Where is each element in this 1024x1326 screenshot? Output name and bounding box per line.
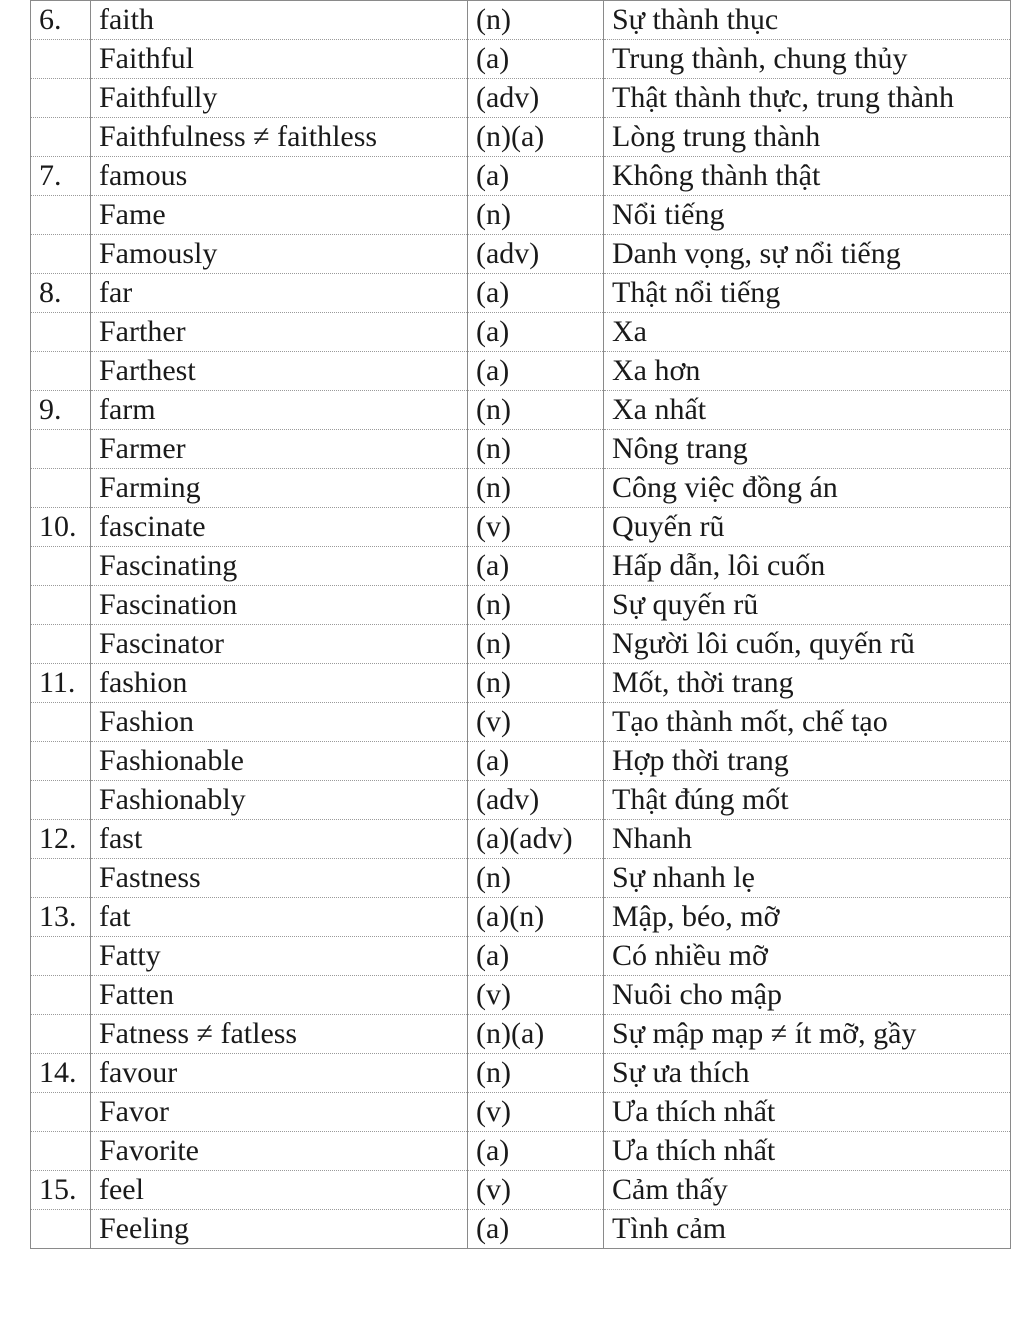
entry-number: 8. — [31, 274, 91, 313]
part-of-speech-cell: (adv) — [468, 781, 604, 820]
part-of-speech-cell: (n)(a) — [468, 118, 604, 157]
entry-number — [31, 79, 91, 118]
entry-number — [31, 1093, 91, 1132]
word-cell: fashion — [91, 664, 468, 703]
entry-number — [31, 625, 91, 664]
table-row — [31, 898, 1011, 937]
word-cell: Fashion — [91, 703, 468, 742]
table-row — [31, 1, 1011, 40]
word-cell: Fascinator — [91, 625, 468, 664]
part-of-speech-cell: (adv) — [468, 79, 604, 118]
part-of-speech-cell: (n)(a) — [468, 1015, 604, 1054]
table-row — [31, 352, 1011, 391]
table-row — [31, 625, 1011, 664]
part-of-speech-cell: (n) — [468, 664, 604, 703]
meaning-cell: Sự quyến rũ — [604, 586, 1011, 625]
meaning-cell: Nuôi cho mập — [604, 976, 1011, 1015]
meaning-cell: Thật nổi tiếng — [604, 274, 1011, 313]
table-row — [31, 1210, 1011, 1249]
word-cell: Farming — [91, 469, 468, 508]
word-cell: Faithfulness ≠ faithless — [91, 118, 468, 157]
meaning-cell: Nông trang — [604, 430, 1011, 469]
table-row — [31, 391, 1011, 430]
meaning-cell: Quyến rũ — [604, 508, 1011, 547]
meaning-cell: Thật thành thực, trung thành — [604, 79, 1011, 118]
word-cell: favour — [91, 1054, 468, 1093]
word-cell: Fastness — [91, 859, 468, 898]
word-cell: Fashionably — [91, 781, 468, 820]
word-cell: Famously — [91, 235, 468, 274]
meaning-cell: Nhanh — [604, 820, 1011, 859]
part-of-speech-cell: (n) — [468, 469, 604, 508]
table-row — [31, 508, 1011, 547]
meaning-cell: Mốt, thời trang — [604, 664, 1011, 703]
meaning-cell: Thật đúng mốt — [604, 781, 1011, 820]
entry-number — [31, 1132, 91, 1171]
vocabulary-table — [30, 0, 1011, 1249]
entry-number — [31, 937, 91, 976]
part-of-speech-cell: (a) — [468, 1210, 604, 1249]
meaning-cell: Hấp dẫn, lôi cuốn — [604, 547, 1011, 586]
part-of-speech-cell: (a)(n) — [468, 898, 604, 937]
entry-number — [31, 469, 91, 508]
meaning-cell: Trung thành, chung thủy — [604, 40, 1011, 79]
meaning-cell: Xa — [604, 313, 1011, 352]
table-row — [31, 1093, 1011, 1132]
table-row — [31, 1132, 1011, 1171]
word-cell: Faithfully — [91, 79, 468, 118]
word-cell: farm — [91, 391, 468, 430]
entry-number: 14. — [31, 1054, 91, 1093]
meaning-cell: Nổi tiếng — [604, 196, 1011, 235]
table-row — [31, 664, 1011, 703]
word-cell: Fatness ≠ fatless — [91, 1015, 468, 1054]
word-cell: fast — [91, 820, 468, 859]
table-row — [31, 820, 1011, 859]
entry-number — [31, 976, 91, 1015]
entry-number — [31, 40, 91, 79]
meaning-cell: Mập, béo, mỡ — [604, 898, 1011, 937]
part-of-speech-cell: (v) — [468, 976, 604, 1015]
word-cell: Farmer — [91, 430, 468, 469]
table-row — [31, 79, 1011, 118]
part-of-speech-cell: (a) — [468, 742, 604, 781]
entry-number — [31, 1210, 91, 1249]
word-cell: Faithful — [91, 40, 468, 79]
word-cell: faith — [91, 1, 468, 40]
table-row — [31, 1054, 1011, 1093]
entry-number — [31, 352, 91, 391]
word-cell: fat — [91, 898, 468, 937]
meaning-cell: Sự thành thục — [604, 1, 1011, 40]
part-of-speech-cell: (adv) — [468, 235, 604, 274]
table-row — [31, 547, 1011, 586]
table-row — [31, 742, 1011, 781]
word-cell: Fame — [91, 196, 468, 235]
entry-number — [31, 781, 91, 820]
entry-number: 6. — [31, 1, 91, 40]
word-cell: Fascination — [91, 586, 468, 625]
vocabulary-table-body — [31, 1, 1011, 1249]
entry-number — [31, 742, 91, 781]
meaning-cell: Ưa thích nhất — [604, 1093, 1011, 1132]
meaning-cell: Hợp thời trang — [604, 742, 1011, 781]
entry-number — [31, 703, 91, 742]
meaning-cell: Lòng trung thành — [604, 118, 1011, 157]
word-cell: Farther — [91, 313, 468, 352]
part-of-speech-cell: (a) — [468, 40, 604, 79]
part-of-speech-cell: (n) — [468, 391, 604, 430]
meaning-cell: Có nhiều mỡ — [604, 937, 1011, 976]
meaning-cell: Người lôi cuốn, quyến rũ — [604, 625, 1011, 664]
meaning-cell: Tạo thành mốt, chế tạo — [604, 703, 1011, 742]
table-row — [31, 40, 1011, 79]
part-of-speech-cell: (a) — [468, 313, 604, 352]
entry-number — [31, 196, 91, 235]
table-row — [31, 274, 1011, 313]
word-cell: feel — [91, 1171, 468, 1210]
meaning-cell: Xa hơn — [604, 352, 1011, 391]
table-row — [31, 703, 1011, 742]
entry-number: 10. — [31, 508, 91, 547]
part-of-speech-cell: (v) — [468, 703, 604, 742]
part-of-speech-cell: (n) — [468, 586, 604, 625]
word-cell: Favor — [91, 1093, 468, 1132]
entry-number: 9. — [31, 391, 91, 430]
entry-number — [31, 547, 91, 586]
entry-number: 15. — [31, 1171, 91, 1210]
part-of-speech-cell: (a) — [468, 937, 604, 976]
part-of-speech-cell: (v) — [468, 508, 604, 547]
meaning-cell: Công việc đồng án — [604, 469, 1011, 508]
meaning-cell: Xa nhất — [604, 391, 1011, 430]
part-of-speech-cell: (n) — [468, 859, 604, 898]
entry-number — [31, 313, 91, 352]
entry-number — [31, 118, 91, 157]
table-row — [31, 118, 1011, 157]
table-row — [31, 469, 1011, 508]
part-of-speech-cell: (n) — [468, 1, 604, 40]
entry-number — [31, 859, 91, 898]
entry-number — [31, 235, 91, 274]
table-row — [31, 196, 1011, 235]
table-row — [31, 1171, 1011, 1210]
word-cell: Favorite — [91, 1132, 468, 1171]
meaning-cell: Danh vọng, sự nổi tiếng — [604, 235, 1011, 274]
part-of-speech-cell: (a)(adv) — [468, 820, 604, 859]
part-of-speech-cell: (a) — [468, 274, 604, 313]
entry-number — [31, 430, 91, 469]
table-row — [31, 976, 1011, 1015]
meaning-cell: Cảm thấy — [604, 1171, 1011, 1210]
entry-number: 7. — [31, 157, 91, 196]
table-row — [31, 1015, 1011, 1054]
meaning-cell: Sự nhanh lẹ — [604, 859, 1011, 898]
entry-number: 13. — [31, 898, 91, 937]
meaning-cell: Sự mập mạp ≠ ít mỡ, gầy — [604, 1015, 1011, 1054]
word-cell: Fatten — [91, 976, 468, 1015]
word-cell: fascinate — [91, 508, 468, 547]
word-cell: Feeling — [91, 1210, 468, 1249]
part-of-speech-cell: (a) — [468, 157, 604, 196]
word-cell: famous — [91, 157, 468, 196]
part-of-speech-cell: (a) — [468, 1132, 604, 1171]
part-of-speech-cell: (v) — [468, 1171, 604, 1210]
part-of-speech-cell: (n) — [468, 625, 604, 664]
part-of-speech-cell: (v) — [468, 1093, 604, 1132]
table-row — [31, 235, 1011, 274]
entry-number: 12. — [31, 820, 91, 859]
part-of-speech-cell: (a) — [468, 547, 604, 586]
entry-number — [31, 586, 91, 625]
word-cell: Fatty — [91, 937, 468, 976]
part-of-speech-cell: (n) — [468, 430, 604, 469]
meaning-cell: Sự ưa thích — [604, 1054, 1011, 1093]
table-row — [31, 937, 1011, 976]
word-cell: Farthest — [91, 352, 468, 391]
meaning-cell: Tình cảm — [604, 1210, 1011, 1249]
meaning-cell: Ưa thích nhất — [604, 1132, 1011, 1171]
word-cell: Fashionable — [91, 742, 468, 781]
table-row — [31, 586, 1011, 625]
table-row — [31, 430, 1011, 469]
entry-number — [31, 1015, 91, 1054]
part-of-speech-cell: (a) — [468, 352, 604, 391]
word-cell: Fascinating — [91, 547, 468, 586]
table-row — [31, 157, 1011, 196]
table-row — [31, 781, 1011, 820]
meaning-cell: Không thành thật — [604, 157, 1011, 196]
entry-number: 11. — [31, 664, 91, 703]
part-of-speech-cell: (n) — [468, 196, 604, 235]
word-cell: far — [91, 274, 468, 313]
table-row — [31, 859, 1011, 898]
table-row — [31, 313, 1011, 352]
part-of-speech-cell: (n) — [468, 1054, 604, 1093]
